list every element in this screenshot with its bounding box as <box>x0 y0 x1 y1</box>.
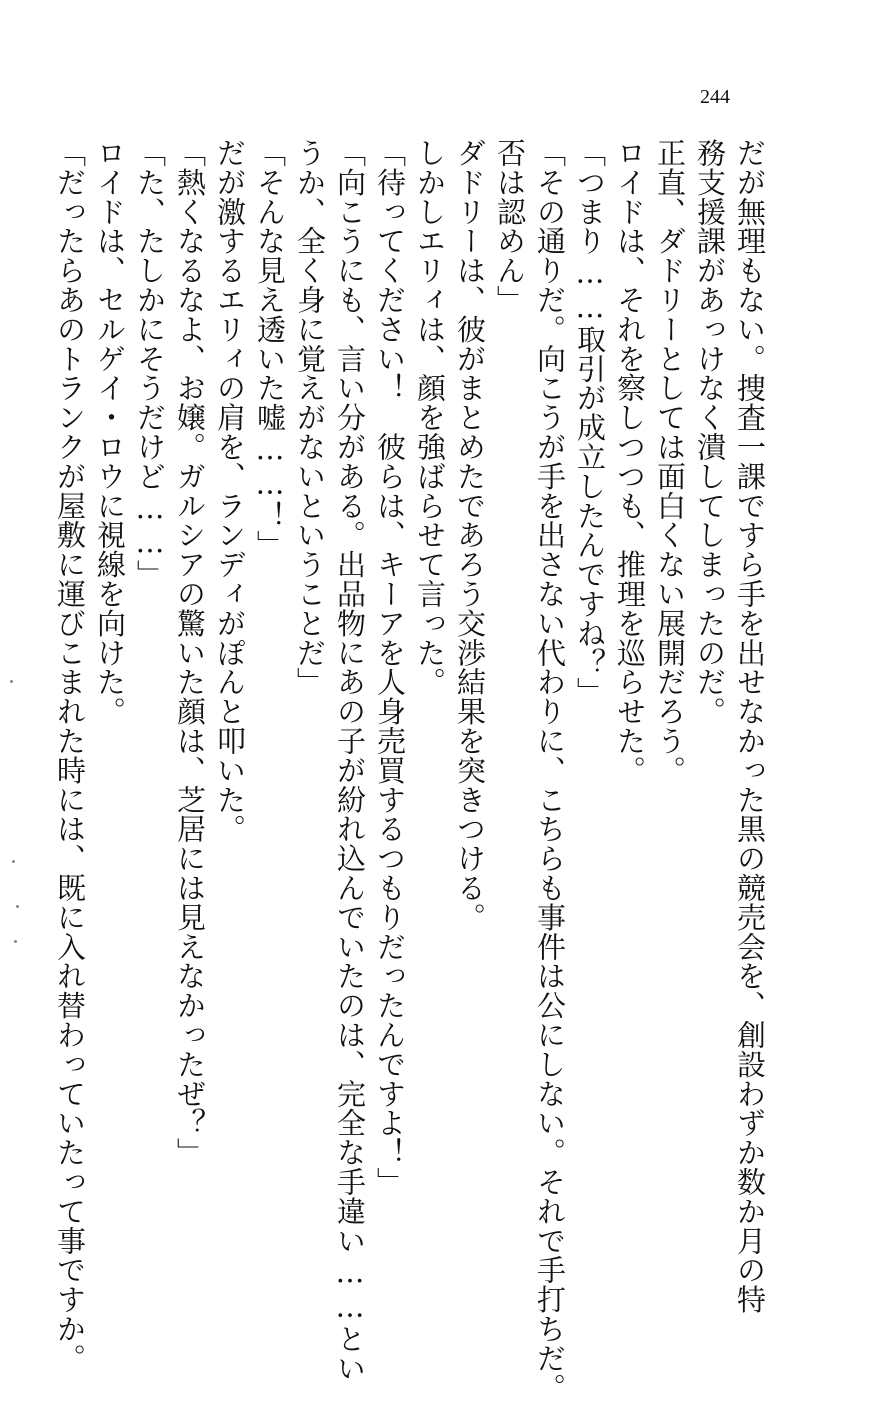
text-column: ロイドは、セルゲイ・ロウに視線を向けた。 <box>93 138 127 726</box>
text-column: しかしエリィは、顔を強ばらせて言った。 <box>413 138 447 697</box>
text-column: だが無理もない。捜査一課ですら手を出せなかった黒の競売会を、創設わずか数か月の特 <box>733 138 767 1314</box>
scan-speck <box>14 940 17 943</box>
text-column: ダドリーは、彼がまとめたであろう交渉結果を突きつける。 <box>453 138 487 932</box>
text-column: 「待ってください！ 彼らは、キーアを人身売買するつもりだったんですよ！」 <box>373 138 407 1197</box>
text-column: だが激するエリィの肩を、ランディがぽんと叩いた。 <box>213 138 247 844</box>
scan-speck <box>10 680 13 683</box>
text-column: 正直、ダドリーとしては面白くない展開だろう。 <box>653 138 687 785</box>
scan-speck <box>12 860 15 863</box>
page-number: 244 <box>700 86 730 108</box>
text-column: 「つまり……取引が成立したんですね？」 <box>573 138 607 707</box>
text-column: 「その通りだ。向こうが手を出さない代わりに、こちらも事件は公にしない。それで手打ちだ。 <box>533 138 567 1402</box>
text-column: 「た、たしかにそうだけど……」 <box>133 138 167 589</box>
text-column: 「そんな見え透いた嘘……！」 <box>253 138 287 560</box>
scan-speck <box>16 905 19 908</box>
text-column: ロイドは、それを察しつつも、推理を巡らせた。 <box>613 138 647 785</box>
text-column: うか、全く身に覚えがないということだ」 <box>293 138 327 697</box>
text-column: 「だったらあのトランクが屋敷に運びこまれた時には、既に入れ替わっていたって事ですか。 <box>53 138 87 1373</box>
text-column: 否は認めん」 <box>493 138 527 315</box>
text-column: 務支援課があっけなく潰してしまったのだ。 <box>693 138 727 726</box>
text-column: 「向こうにも、言い分がある。出品物にあの子が紛れ込んでいたのは、完全な手違い……とい <box>333 138 367 1383</box>
text-column: 「熱くなるなよ、お嬢。ガルシアの驚いた顔は、芝居には見えなかったぜ？」 <box>173 138 207 1167</box>
